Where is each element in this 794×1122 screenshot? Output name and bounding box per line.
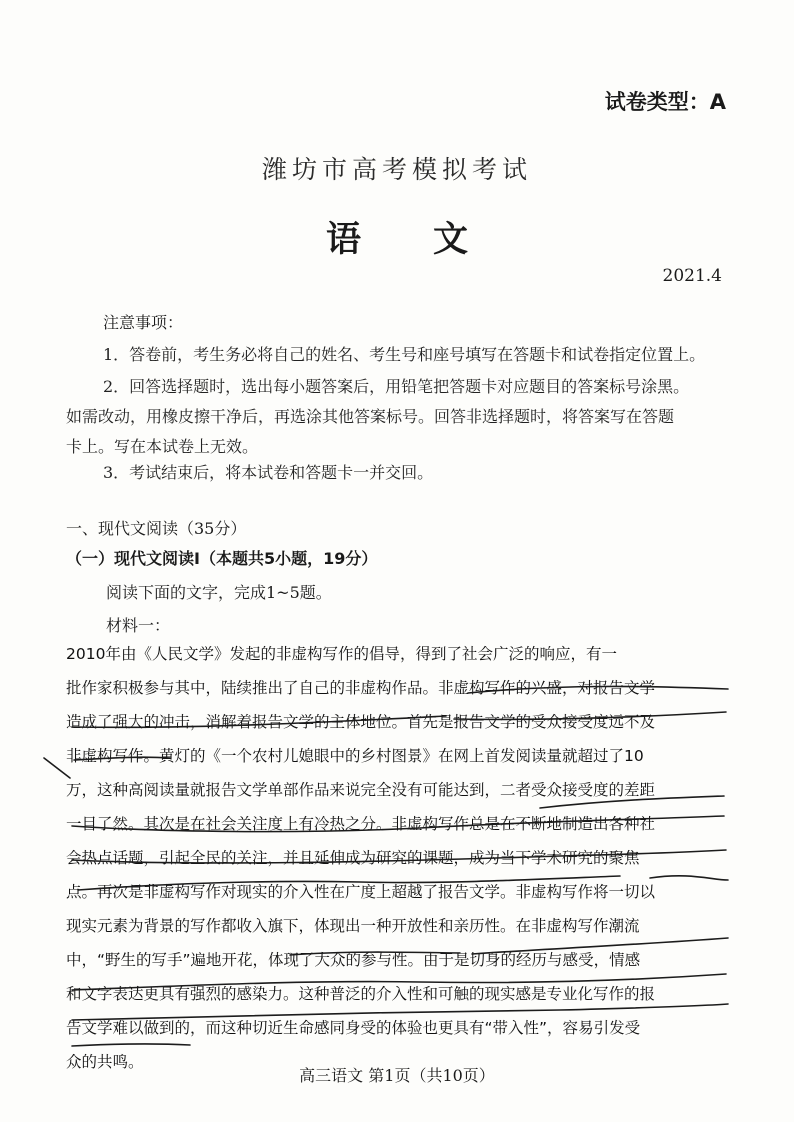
paragraph-line: 告文学难以做到的，而这种切近生命感同身受的体验也更具有“带入性”，容易引发受 xyxy=(66,1019,641,1037)
underline-mark xyxy=(290,952,460,955)
reading-instruction: 阅读下面的文字，完成1~5题。 xyxy=(106,583,332,602)
notes-line: 1．答卷前，考生务必将自己的姓名、考生号和座号填写在答题卡和试卷指定位置上。 xyxy=(103,345,706,364)
notes-title: 注意事项： xyxy=(103,313,184,332)
underline-mark xyxy=(78,876,620,890)
underline-mark xyxy=(72,850,726,863)
material-label: 材料一： xyxy=(106,616,171,635)
paragraph-line: 造成了强大的冲击，消解着报告文学的主体地位。首先是报告文学的受众接受度远不及 xyxy=(66,713,656,731)
notes-line: 如需改动，用橡皮擦干净后，再选涂其他答案标号。回答非选择题时，将答案写在答题 xyxy=(66,407,675,426)
paragraph-line: 2010年由《人民文学》发起的非虚构写作的倡导，得到了社会广泛的响应，有一 xyxy=(66,645,617,663)
paragraph-line: 万，这种高阅读量就报告文学单部作品来说完全没有可能达到，二者受众接受度的差距 xyxy=(66,781,656,799)
underline-mark xyxy=(650,876,728,880)
sub-section-heading: （一）现代文阅读Ⅰ（本题共5小题，19分） xyxy=(66,549,378,568)
notes-line: 2．回答选择题时，选出每小题答案后，用铅笔把答题卡对应题目的答案标号涂黑。 xyxy=(103,377,690,396)
underline-mark xyxy=(472,938,728,954)
underline-mark xyxy=(72,974,726,990)
notes-line: 3．考试结束后，将本试卷和答题卡一并交回。 xyxy=(103,463,434,482)
exam-title: 潍坊市高考模拟考试 xyxy=(261,155,532,184)
underline-mark xyxy=(72,716,446,727)
paragraph-line: 批作家积极参与其中，陆续推出了自己的非虚构作品。非虚构写作的兴盛，对报告文学 xyxy=(66,679,656,697)
underline-mark xyxy=(72,816,724,832)
paragraph-line: 现实元素为背景的写作都收入旗下，体现出一种开放性和亲历性。在非虚构写作潮流 xyxy=(66,917,640,935)
page-footer: 高三语文 第1页（共10页） xyxy=(299,1066,495,1085)
underline-mark xyxy=(72,1044,190,1046)
paragraph-line: 会热点话题，引起全民的关注，并且延伸成为研究的课题，成为当下学术研究的聚焦 xyxy=(66,849,640,867)
paragraph-line: 中，“野生的写手”遍地开花，体现了大众的参与性。由于是切身的经历与感受，情感 xyxy=(66,951,641,969)
paragraph-line: 点。再次是非虚构写作对现实的介入性在广度上超越了报告文学。非虚构写作将一切以 xyxy=(66,883,656,901)
paragraph-line: 众的共鸣。 xyxy=(66,1053,144,1071)
exam-date: 2021.4 xyxy=(662,266,722,286)
notes-line: 卡上。写在本试卷上无效。 xyxy=(66,437,259,456)
paragraph-line: 非虚构写作。黄灯的《一个农村儿媳眼中的乡村图景》在网上首发阅读量就超过了10 xyxy=(66,747,644,765)
underline-mark xyxy=(74,757,170,760)
underline-mark xyxy=(454,712,726,719)
section-heading: 一、现代文阅读（35分） xyxy=(66,519,247,538)
underline-mark xyxy=(44,758,70,778)
paper-type-label: 试卷类型：A xyxy=(604,90,726,114)
paragraph-line: 一目了然。其次是在社会关注度上有冷热之分。非虚构写作总是在不断地制造出各种社 xyxy=(66,815,656,833)
paragraph-line: 和文字表达更具有强烈的感染力。这种普泛的介入性和可触的现实感是专业化写作的报 xyxy=(66,985,656,1003)
underline-mark xyxy=(540,796,724,808)
underline-mark xyxy=(468,686,728,693)
subject-title: 语文 xyxy=(325,220,540,260)
underline-mark xyxy=(72,1004,728,1020)
